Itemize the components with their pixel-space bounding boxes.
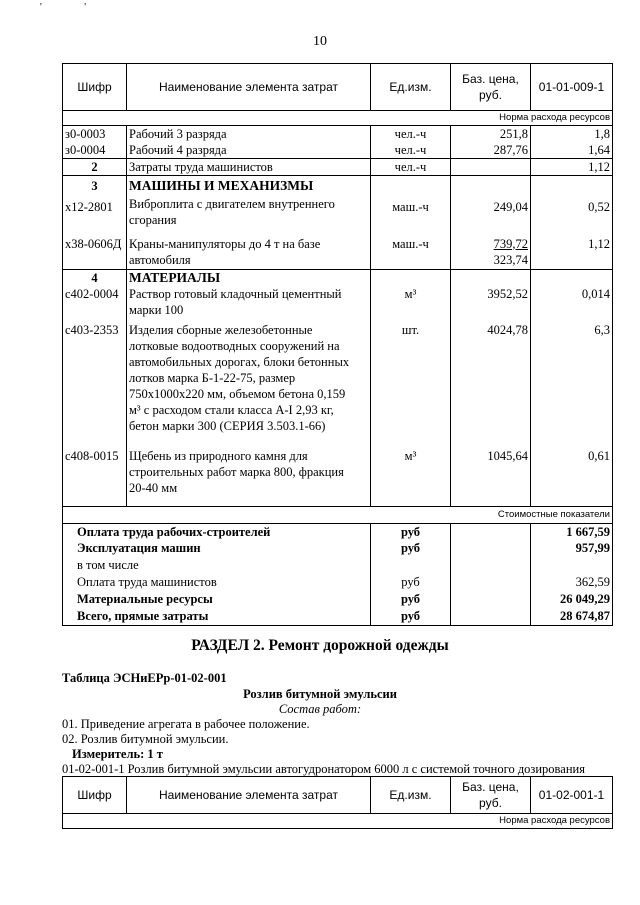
row-unit: маш.-ч [371, 196, 451, 234]
row-norm: 1,12 [531, 234, 613, 270]
row-price [451, 234, 531, 270]
section-header-row [63, 270, 613, 287]
cost-unit: руб [371, 608, 451, 625]
name-line: лотков марка Б-1-22-75, размер [129, 371, 296, 385]
row-unit: м³ [371, 448, 451, 506]
row-unit: чел.-ч [371, 142, 451, 159]
header-price: Баз. цена, руб. [451, 64, 531, 111]
name-line: Виброплита с двигателем внутреннего [129, 196, 335, 211]
cost-unit: руб [371, 591, 451, 608]
row-code: 2 [63, 159, 127, 176]
name-line: сгорания [129, 212, 177, 227]
table-header-row [63, 777, 613, 814]
page-number: 10 [313, 34, 327, 49]
row-code: с408-0015 [63, 448, 127, 506]
row-unit: м³ [371, 286, 451, 322]
name-line: автомобильных дорогах, блоки бетонных [129, 355, 350, 369]
norm-label: Норма расхода ресурсов [63, 814, 613, 829]
table-header-row [63, 64, 613, 111]
section-title: МАТЕРИАЛЫ [127, 270, 371, 287]
section-header-row [63, 176, 613, 196]
header-code: Шифр [63, 777, 127, 814]
row-price: 249,04 [451, 196, 531, 234]
cost-unit [371, 557, 451, 574]
cost-row [63, 540, 613, 557]
cost-unit: руб [371, 574, 451, 591]
cost-value: 1 667,59 [531, 523, 613, 540]
row-name [127, 196, 371, 234]
section-2-title: РАЗДЕЛ 2. Ремонт дорожной одежды [191, 637, 449, 654]
name-line: Щебень из природного камня для [129, 449, 308, 463]
work-title: Розлив битумной эмульсии [243, 687, 397, 701]
table-row [63, 448, 613, 506]
norm-label-row [63, 814, 613, 829]
section-title: МАШИНЫ И МЕХАНИЗМЫ [127, 176, 371, 196]
item-description: 01-02-001-1 Розлив битумной эмульсии автогудронатором 6000 л с системой точного дозирования [62, 762, 585, 776]
scan-marks: ' ' [40, 2, 107, 13]
row-code: х12-2801 [63, 196, 127, 234]
cost-name: Материальные ресурсы [63, 591, 371, 608]
cost-unit: руб [371, 540, 451, 557]
cost-value: 28 674,87 [531, 608, 613, 625]
cost-label: Стоимостные показатели [63, 506, 613, 523]
row-name [127, 448, 371, 506]
cost-unit: руб [371, 523, 451, 540]
norm-label-row [63, 111, 613, 126]
row-name [127, 322, 371, 448]
row-name: Рабочий 3 разряда [127, 126, 371, 143]
measure-unit: Измеритель: 1 т [72, 747, 163, 761]
cost-value: 26 049,29 [531, 591, 613, 608]
cost-name: Оплата труда рабочих-строителей [63, 523, 371, 540]
name-line: марки 100 [129, 303, 184, 317]
cost-row [63, 523, 613, 540]
row-price: 1045,64 [451, 448, 531, 506]
row-price: 251,8 [451, 126, 531, 143]
name-line: бетон марки 300 (СЕРИЯ 3.503.1-66) [129, 419, 326, 433]
row-norm: 1,12 [531, 159, 613, 176]
header-unit: Ед.изм. [371, 64, 451, 111]
row-price: 287,76 [451, 142, 531, 159]
name-line: Раствор готовый кладочный цементный [129, 287, 342, 301]
row-code: з0-0004 [63, 142, 127, 159]
resource-table-1 [62, 63, 613, 626]
table-title: Таблица ЭСНиЕРр-01-02-001 [62, 671, 227, 685]
table-row [63, 322, 613, 448]
cost-value [531, 557, 613, 574]
price-line: 739,72 [493, 236, 528, 251]
row-code: х38-0606Д [63, 234, 127, 270]
norm-label: Норма расхода ресурсов [63, 111, 613, 126]
name-line: лотковые водоотводных сооружений на [129, 339, 340, 353]
cost-value: 362,59 [531, 574, 613, 591]
table-row [63, 159, 613, 176]
name-line: 750x1000x220 мм, объемом бетона 0,159 [129, 387, 346, 401]
header-price: Баз. цена, руб. [451, 777, 531, 814]
price-line: 323,74 [493, 252, 528, 267]
row-norm: 0,52 [531, 196, 613, 234]
row-code: з0-0003 [63, 126, 127, 143]
cost-label-row [63, 506, 613, 523]
name-line: Изделия сборные железобетонные [129, 323, 313, 337]
work-step: 01. Приведение агрегата в рабочее положение. [62, 717, 310, 731]
row-unit: шт. [371, 322, 451, 448]
row-norm: 1,64 [531, 142, 613, 159]
section-number: 3 [63, 176, 127, 196]
table-row [63, 286, 613, 322]
resource-table-2 [62, 776, 613, 829]
row-unit: чел.-ч [371, 126, 451, 143]
header-name: Наименование элемента затрат [127, 64, 371, 111]
work-step: 02. Розлив битумной эмульсии. [62, 732, 229, 746]
row-price: 3952,52 [451, 286, 531, 322]
table-row [63, 126, 613, 143]
header-name: Наименование элемента затрат [127, 777, 371, 814]
cost-name: Всего, прямые затраты [63, 608, 371, 625]
row-price [451, 159, 531, 176]
cost-value: 957,99 [531, 540, 613, 557]
row-name: Затраты труда машинистов [127, 159, 371, 176]
row-norm: 0,61 [531, 448, 613, 506]
name-line: м³ с расходом стали класса А-I 2,93 кг, [129, 403, 334, 417]
table-row [63, 196, 613, 234]
name-line: Краны-манипуляторы до 4 т на базе [129, 236, 321, 251]
section-number: 4 [63, 270, 127, 287]
name-line: строительных работ марка 800, фракция [129, 465, 344, 479]
cost-name: в том числе [63, 557, 371, 574]
row-price: 4024,78 [451, 322, 531, 448]
table-row [63, 234, 613, 270]
cost-row [63, 574, 613, 591]
cost-row [63, 608, 613, 625]
header-norm-code: 01-01-009-1 [531, 64, 613, 111]
header-unit: Ед.изм. [371, 777, 451, 814]
row-name [127, 286, 371, 322]
name-line: автомобиля [129, 252, 191, 267]
table-row [63, 142, 613, 159]
row-name: Рабочий 4 разряда [127, 142, 371, 159]
row-code: с402-0004 [63, 286, 127, 322]
cost-row [63, 591, 613, 608]
header-norm-code: 01-02-001-1 [531, 777, 613, 814]
header-code: Шифр [63, 64, 127, 111]
work-subtitle: Состав работ: [278, 702, 362, 716]
cost-name: Эксплуатация машин [63, 540, 371, 557]
row-code: с403-2353 [63, 322, 127, 448]
row-norm: 0,014 [531, 286, 613, 322]
cost-row [63, 557, 613, 574]
row-norm: 1,8 [531, 126, 613, 143]
row-unit: маш.-ч [371, 234, 451, 270]
row-name [127, 234, 371, 270]
row-norm: 6,3 [531, 322, 613, 448]
row-unit: чел.-ч [371, 159, 451, 176]
name-line: 20-40 мм [129, 481, 178, 495]
cost-name: Оплата труда машинистов [63, 574, 371, 591]
